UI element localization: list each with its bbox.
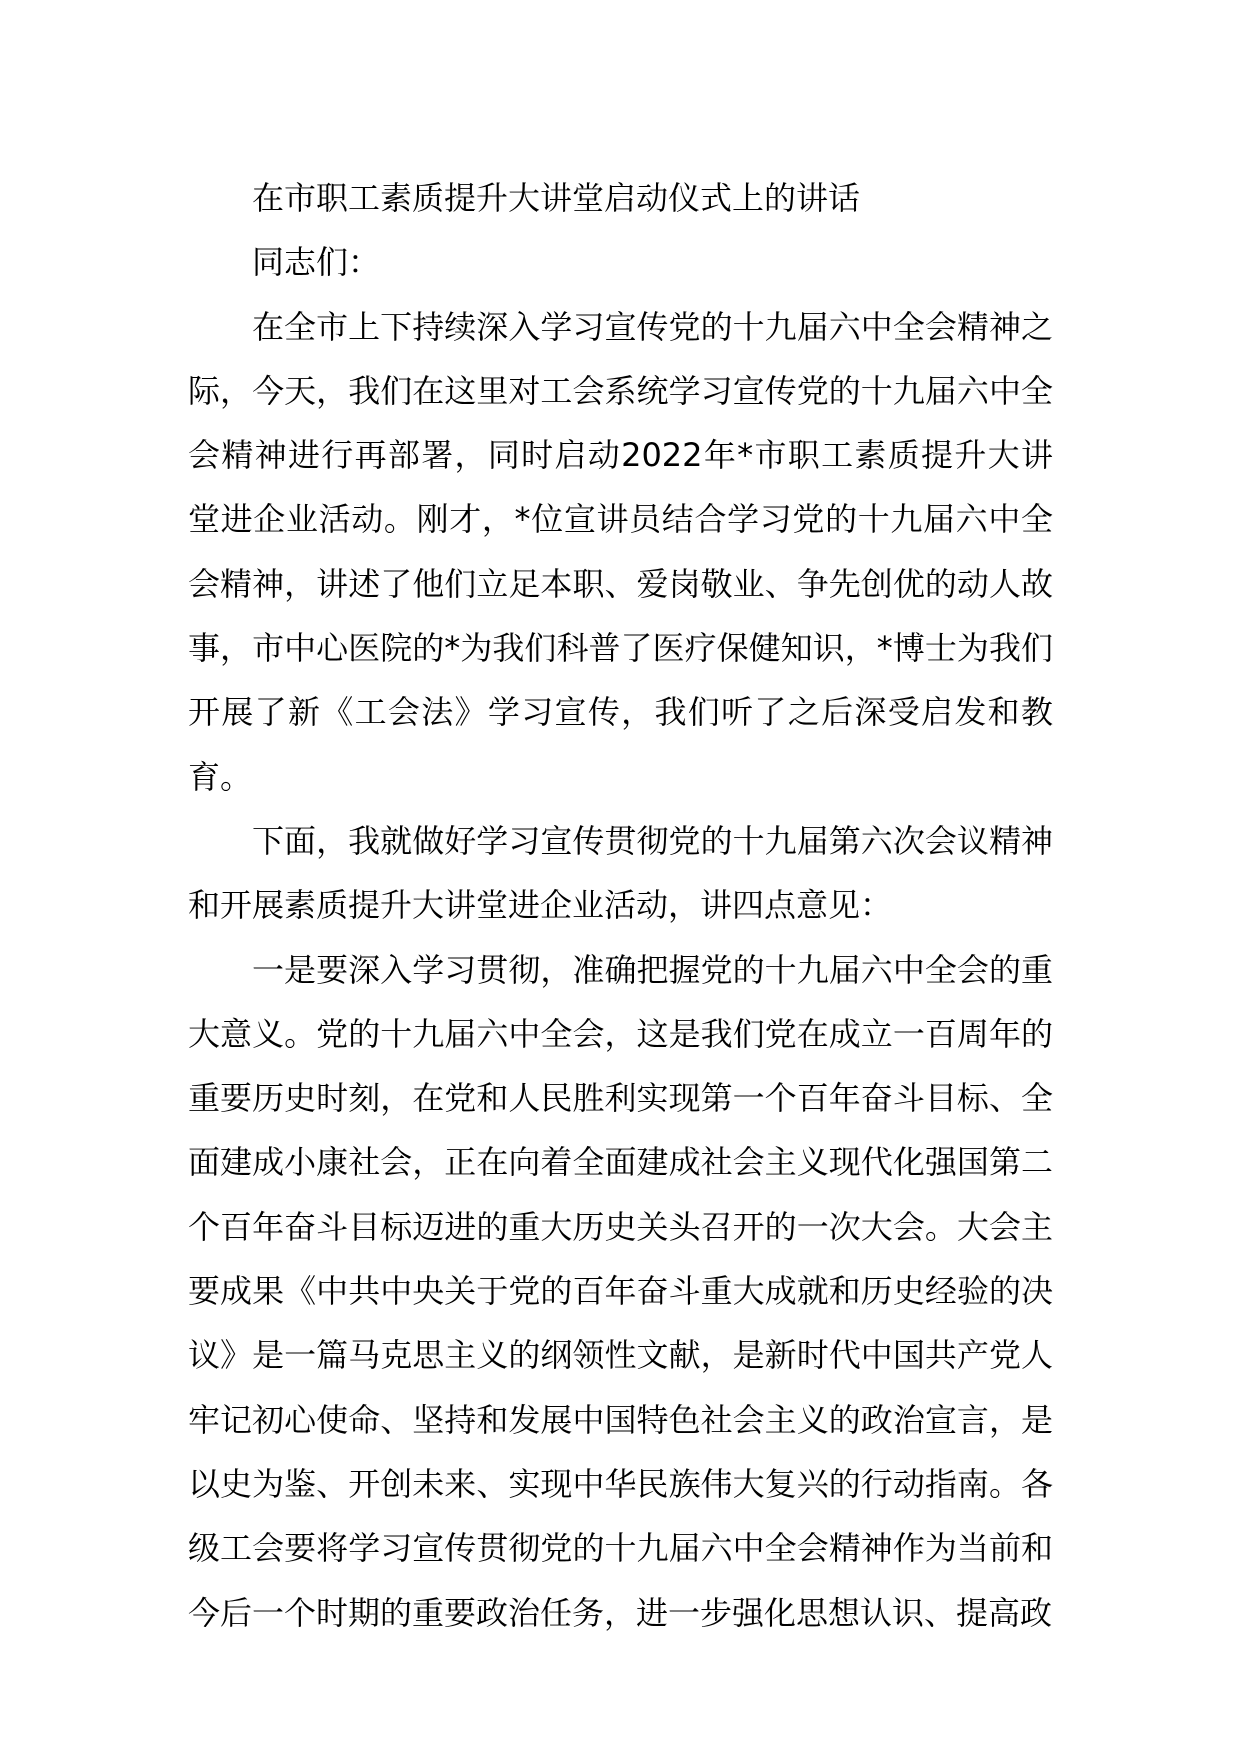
document-body <box>188 166 1053 1645</box>
paragraph-outline: 下面，我就做好学习宣传贯彻党的十九届第六次会议精神和开展素质提升大讲堂进企业活动，讲四点意见： <box>188 821 1053 925</box>
paragraph-opening: 在全市上下持续深入学习宣传党的十九届六中全会精神之际，今天，我们在这里对工会系统学习宣传党的十九届六中全会精神进行再部署，同时启动2022年*市职工素质提升大讲堂进企业活动。刚才，*位宣讲员结合学习党的十九届六中全会精神，讲述了他们立足本职、爱岗敬业、争先创优的动人故事，市中心医院的*为我们科普了医疗保健知识，*博士为我们开展了新《工会法》学习宣传，我们听了之后深受启发和教育。 <box>188 307 1053 796</box>
paragraph-point-one: 一是要深入学习贯彻，准确把握党的十九届六中全会的重大意义。党的十九届六中全会，这是我们党在成立一百周年的重要历史时刻，在党和人民胜利实现第一个百年奋斗目标、全面建成小康社会，正在向着全面建成社会主义现代化强国第二个百年奋斗目标迈进的重大历史关头召开的一次大会。大会主要成果《中共中央关于党的百年奋斗重大成就和历史经验的决议》是一篇马克思主义的纲领性文献，是新时代中国共产党人牢记初心使命、坚持和发展中国特色社会主义的政治宣言，是以史为鉴、开创未来、实现中华民族伟大复兴的行动指南。各级工会要将学习宣传贯彻党的十九届六中全会精神作为当前和今后一个时期的重要政治任务，进一步强化思想认识、提高政 <box>188 950 1053 1632</box>
document-title: 在市职工素质提升大讲堂启动仪式上的讲话 <box>252 179 861 217</box>
salutation: 同志们： <box>252 243 381 282</box>
